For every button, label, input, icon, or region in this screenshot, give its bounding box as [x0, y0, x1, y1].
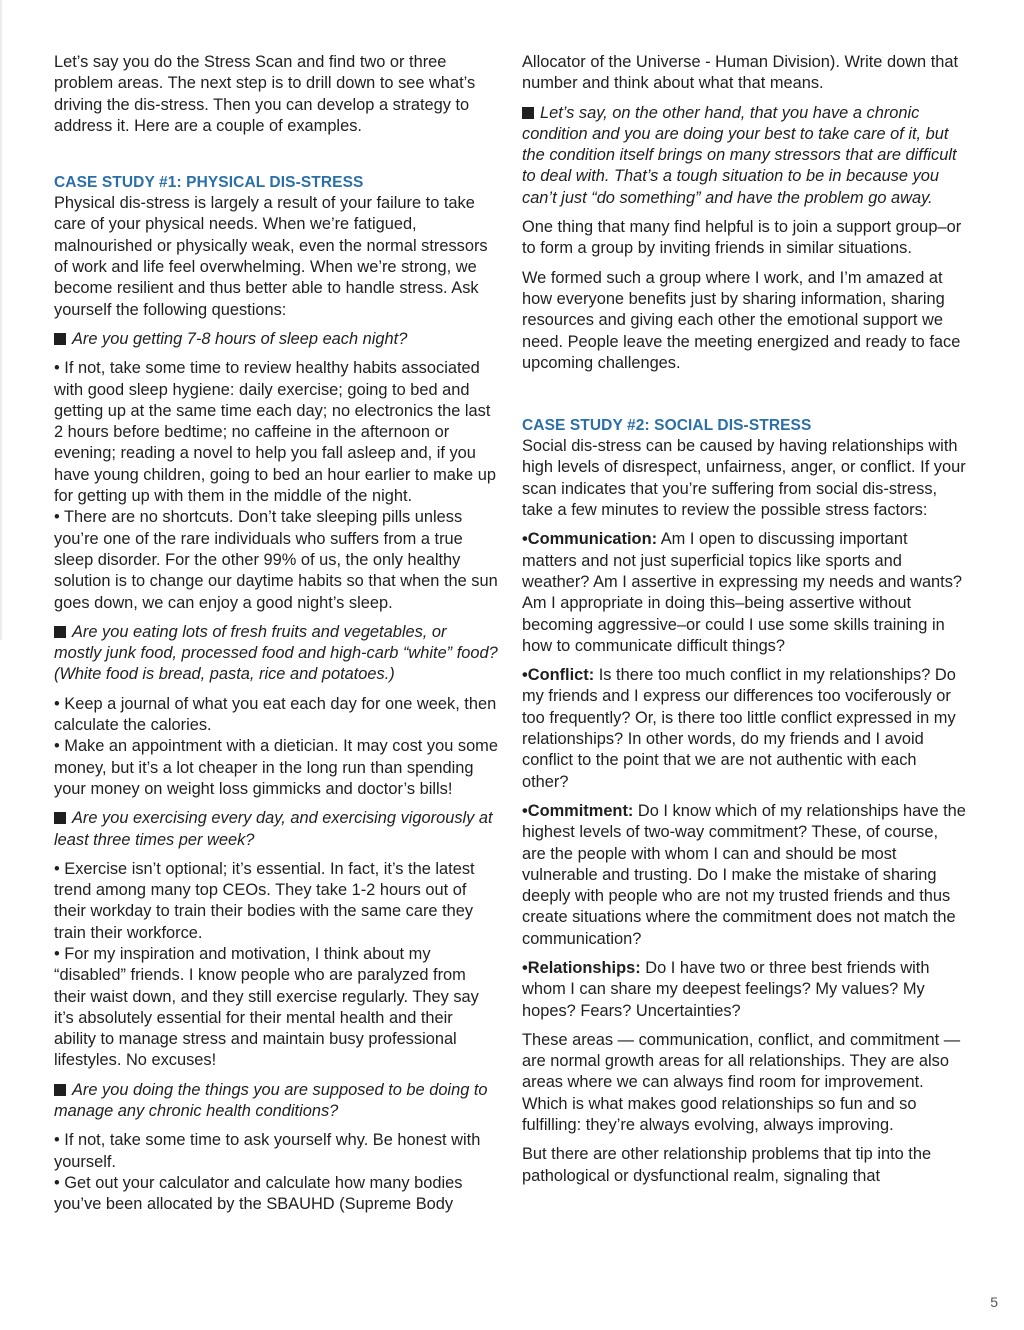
square-bullet-icon: [54, 333, 66, 345]
question-text: Let’s say, on the other hand, that you have a chronic condition and you are doing your best to take care of it, but the condition itself brings on many stressors that are difficult to deal with. That’s a tough situation to be in because you can’t just “do something” and have the problem go away.: [522, 103, 957, 207]
question-sleep: [54, 329, 498, 350]
factor-label: •Communication:: [522, 530, 658, 549]
factor-label: •Commitment:: [522, 801, 634, 820]
case-study-2-intro: Social dis-stress can be caused by having relationships with high levels of disrespect, unfairness, anger, or conflict. If your scan indicates that you’re suffering from social dis-stress, take a few minutes to review the possible stress factors:: [522, 437, 966, 520]
other-problems-paragraph: But there are other relationship problems that tip into the pathological or dysfunctional realm, signaling that: [522, 1145, 932, 1185]
bullet-exercise-essential: • Exercise isn’t optional; it’s essential. In fact, it’s the latest trend among many top CEOs. They take 1-2 hours out of their workday to train their bodies with the same care they train their workforce.: [54, 859, 475, 942]
question-text: Are you eating lots of fresh fruits and vegetables, or mostly junk food, processed food and high-carb “white” food? (White food is bread, pasta, rice and potatoes.): [54, 622, 498, 684]
factor-text: Am I open to discussing important matters and not just superficial topics like sports and weather? Am I assertive in expressing my needs and wants? Am I appropriate in doing this–being assertive without becoming aggressive–or could I use some skills training in how to communicate difficult things?: [522, 530, 963, 655]
square-bullet-icon: [54, 1084, 66, 1096]
bullet-dietician: • Make an appointment with a dietician. It may cost you some money, but it’s a lot cheaper in the long run than spending your money on weight loss gimmicks and doctor’s bills!: [54, 737, 498, 798]
bullet-no-shortcuts: • There are no shortcuts. Don’t take sleeping pills unless you’re one of the rare individuals who suffers from a true sleep disorder. For the other 99% of us, the only healthy solution is to change our daytime habits so that when the sun goes down, we can enjoy a good night’s sleep.: [54, 508, 498, 612]
right-column: [522, 52, 966, 1195]
bullet-ask-why: • If not, take some time to ask yourself why. Be honest with yourself.: [54, 1131, 481, 1171]
left-column: [54, 52, 498, 1224]
question-chronic: [54, 1080, 498, 1123]
question-chronic-condition: [522, 103, 966, 209]
square-bullet-icon: [54, 626, 66, 638]
bullet-inspiration: • For my inspiration and motivation, I think about my “disabled” friends. I know people who are paralyzed from their waist down, and they still exercise regularly. They say it’s absolutely essential for their mental health and their ability to manage stress and maintain busy professional lifestyles. No excuses!: [54, 944, 479, 1070]
case-study-1-heading: CASE STUDY #1: PHYSICAL DIS-STRESS: [54, 174, 364, 192]
page-edge-shadow: [0, 0, 3, 640]
factor-text: Is there too much conflict in my relationships? Do my friends and I express our differences too vociferously or too frequently? Or, is there too little conflict expressed in my relationships? In other words, do my friends and I avoid conflict to the point that we are not authentic with each other?: [522, 666, 956, 791]
factor-conflict: [522, 665, 966, 793]
continued-paragraph: Allocator of the Universe - Human Division). Write down that number and think about what that means.: [522, 53, 959, 93]
factor-commitment: [522, 801, 966, 950]
square-bullet-icon: [54, 812, 66, 824]
square-bullet-icon: [522, 107, 534, 119]
question-exercise: [54, 808, 498, 851]
factor-text: Do I know which of my relationships have the highest levels of two-way commitment? These, of course, are the people with whom I can and should be most vulnerable and trusting. Do I make the mistake of sharing deeply with people who are not my trusted friends and thus create situations where the commitment does not match the communication?: [522, 801, 966, 948]
question-diet: [54, 622, 498, 686]
factor-communication: [522, 529, 966, 657]
bullet-calculator: • Get out your calculator and calculate how many bodies you’ve been allocated by the SBAUHD (Supreme Body: [54, 1173, 463, 1214]
support-group-experience: We formed such a group where I work, and I’m amazed at how everyone benefits just by sharing information, sharing resources and giving each other the emotional support we need. People leave the meeting energized and ready to face upcoming challenges.: [522, 268, 961, 372]
factor-relationships: [522, 958, 966, 1022]
factor-label: •Conflict:: [522, 666, 595, 685]
bullet-sleep-habits: • If not, take some time to review healthy habits associated with good sleep hygiene: daily exercise; going to bed and getting up at the same time each day; no electronics the last 2 hours before bedtime; no caffeine in the afternoon or evening; reading a novel to help you fall asleep and, if you have young children, going to bed an hour earlier to make up for getting up with them in the middle of the night.: [54, 359, 496, 506]
case-study-2-heading: CASE STUDY #2: SOCIAL DIS-STRESS: [522, 417, 812, 435]
factor-label: •Relationships:: [522, 958, 641, 977]
question-text: Are you getting 7-8 hours of sleep each night?: [72, 329, 408, 348]
factor-text: Do I have two or three best friends with whom I can share my deepest feelings? My values? My hopes? Fears? Uncertainties?: [522, 958, 930, 1020]
growth-areas-paragraph: These areas — communication, conflict, and commitment — are normal growth areas for all relationships. They are also areas where we can always find room for improvement. Which is what makes good relationships so fun and so fulfilling: they’re always evolving, always improving.: [522, 1030, 961, 1135]
bullet-food-journal: • Keep a journal of what you eat each day for one week, then calculate the calories.: [54, 694, 497, 735]
page-number: 5: [990, 1294, 998, 1310]
support-group-paragraph: One thing that many find helpful is to join a support group–or to form a group by inviting friends in similar situations.: [522, 218, 962, 258]
question-text: Are you doing the things you are supposed to be doing to manage any chronic health conditions?: [54, 1080, 488, 1121]
question-text: Are you exercising every day, and exercising vigorously at least three times per week?: [54, 809, 493, 849]
intro-paragraph: Let’s say you do the Stress Scan and find two or three problem areas. The next step is to drill down to see what’s driving the dis-stress. Then you can develop a strategy to address it. Here are a couple of examples.: [54, 53, 476, 135]
case-study-1-intro: Physical dis-stress is largely a result of your failure to take care of your physical needs. When we’re fatigued, malnourished or physically weak, even the normal stressors of work and life feel overwhelming. When we’re strong, we become resilient and thus better able to handle stress. Ask yourself the following questions:: [54, 194, 488, 319]
